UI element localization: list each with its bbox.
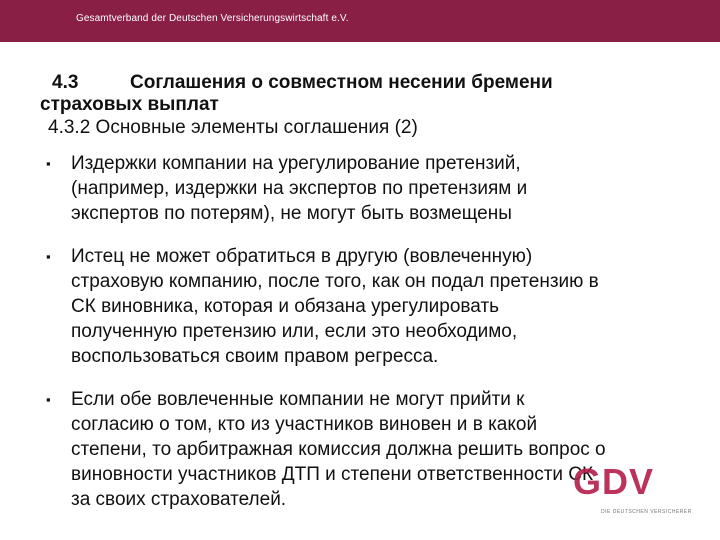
bullet-line: Истец не может обратиться в другую (вовлеченную) bbox=[71, 246, 533, 267]
bullet-item bbox=[46, 151, 698, 226]
section-number: 4.3 bbox=[52, 72, 79, 93]
title-line-1: Соглашения о совместном несении бремени bbox=[130, 72, 553, 93]
bullet-item bbox=[46, 244, 698, 369]
title-line-2: страховых выплат bbox=[40, 94, 219, 115]
bullet-line: Издержки компании на урегулирование претензий, bbox=[71, 153, 521, 174]
logo-subtext: DIE DEUTSCHEN VERSICHERER bbox=[601, 509, 692, 515]
bullet-line: Если обе вовлеченные компании не могут прийти к bbox=[71, 389, 525, 410]
bullet-line: воспользоваться своим правом регресса. bbox=[71, 346, 439, 367]
gdv-logo bbox=[573, 461, 693, 521]
slide-title bbox=[40, 72, 710, 139]
bullet-marker-icon: ▪ bbox=[46, 156, 51, 171]
logo-text: GDV bbox=[573, 461, 655, 502]
bullet-line: полученную претензию или, если это необходимо, bbox=[71, 321, 518, 342]
bullet-line: (например, издержки на экспертов по претензиям и bbox=[71, 178, 528, 199]
bullet-marker-icon: ▪ bbox=[46, 392, 51, 407]
header-bar bbox=[0, 0, 720, 42]
bullet-line: степени, то арбитражная комиссия должна решить вопрос о bbox=[71, 439, 606, 460]
bullet-line: страховую компанию, после того, как он подал претензию в bbox=[71, 271, 599, 292]
slide-subtitle: 4.3.2 Основные элементы соглашения (2) bbox=[48, 117, 418, 138]
bullet-line: виновности участников ДТП и степени ответственности СК bbox=[71, 464, 594, 485]
bullet-line: СК виновника, которая и обязана урегулировать bbox=[71, 296, 500, 317]
bullet-line: согласию о том, кто из участников виновен и в какой bbox=[71, 414, 538, 435]
bullet-line: за своих страхователей. bbox=[71, 489, 287, 510]
bullet-line: экспертов по потерям), не могут быть возмещены bbox=[71, 203, 512, 224]
bullet-marker-icon: ▪ bbox=[46, 249, 51, 264]
organization-name: Gesamtverband der Deutschen Versicherungswirtschaft e.V. bbox=[76, 13, 349, 24]
title-heading bbox=[40, 72, 710, 94]
